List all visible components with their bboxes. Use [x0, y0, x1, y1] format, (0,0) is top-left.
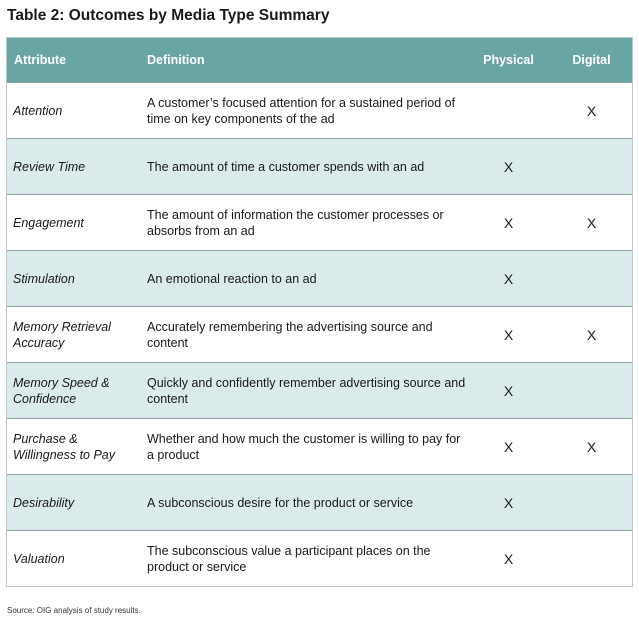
cell-digital — [551, 475, 632, 531]
cell-definition: Accurately remembering the advertising source and content — [141, 307, 466, 363]
cell-attribute: Memory Retrieval Accuracy — [7, 307, 141, 363]
table-header-row — [7, 38, 632, 83]
header-digital: Digital — [551, 38, 632, 83]
cell-attribute: Review Time — [7, 139, 141, 195]
cell-definition: Whether and how much the customer is willing to pay for a product — [141, 419, 466, 475]
table-row — [7, 419, 632, 475]
cell-definition: The subconscious value a participant places on the product or service — [141, 531, 466, 587]
cell-digital — [551, 531, 632, 587]
table-row — [7, 139, 632, 195]
table-row — [7, 251, 632, 307]
cell-digital: X — [551, 83, 632, 139]
cell-physical: X — [466, 251, 551, 307]
cell-digital: X — [551, 307, 632, 363]
table-row — [7, 475, 632, 531]
table-title: Table 2: Outcomes by Media Type Summary — [7, 7, 330, 24]
table-row — [7, 195, 632, 251]
cell-definition: The amount of time a customer spends with an ad — [141, 139, 466, 195]
cell-definition: An emotional reaction to an ad — [141, 251, 466, 307]
cell-physical: X — [466, 307, 551, 363]
cell-definition: A subconscious desire for the product or service — [141, 475, 466, 531]
cell-physical — [466, 83, 551, 139]
cell-physical: X — [466, 475, 551, 531]
header-definition: Definition — [141, 38, 466, 83]
cell-digital: X — [551, 195, 632, 251]
table-row — [7, 363, 632, 419]
cell-definition: Quickly and confidently remember advertising source and content — [141, 363, 466, 419]
header-physical: Physical — [466, 38, 551, 83]
cell-digital: X — [551, 419, 632, 475]
cell-digital — [551, 251, 632, 307]
source-note: Source: OIG analysis of study results. — [7, 606, 141, 615]
header-attribute: Attribute — [7, 38, 141, 83]
table-row — [7, 531, 632, 587]
cell-attribute: Memory Speed & Confidence — [7, 363, 141, 419]
cell-physical: X — [466, 139, 551, 195]
table-row — [7, 83, 632, 139]
cell-physical: X — [466, 531, 551, 587]
cell-attribute: Valuation — [7, 531, 141, 587]
cell-physical: X — [466, 419, 551, 475]
cell-attribute: Desirability — [7, 475, 141, 531]
cell-attribute: Attention — [7, 83, 141, 139]
cell-physical: X — [466, 363, 551, 419]
cell-definition: The amount of information the customer processes or absorbs from an ad — [141, 195, 466, 251]
cell-digital — [551, 363, 632, 419]
cell-digital — [551, 139, 632, 195]
cell-definition: A customer’s focused attention for a sustained period of time on key components of the ad — [141, 83, 466, 139]
cell-attribute: Stimulation — [7, 251, 141, 307]
outcomes-table — [6, 37, 633, 587]
table-row — [7, 307, 632, 363]
cell-attribute: Engagement — [7, 195, 141, 251]
cell-attribute: Purchase & Willingness to Pay — [7, 419, 141, 475]
cell-physical: X — [466, 195, 551, 251]
